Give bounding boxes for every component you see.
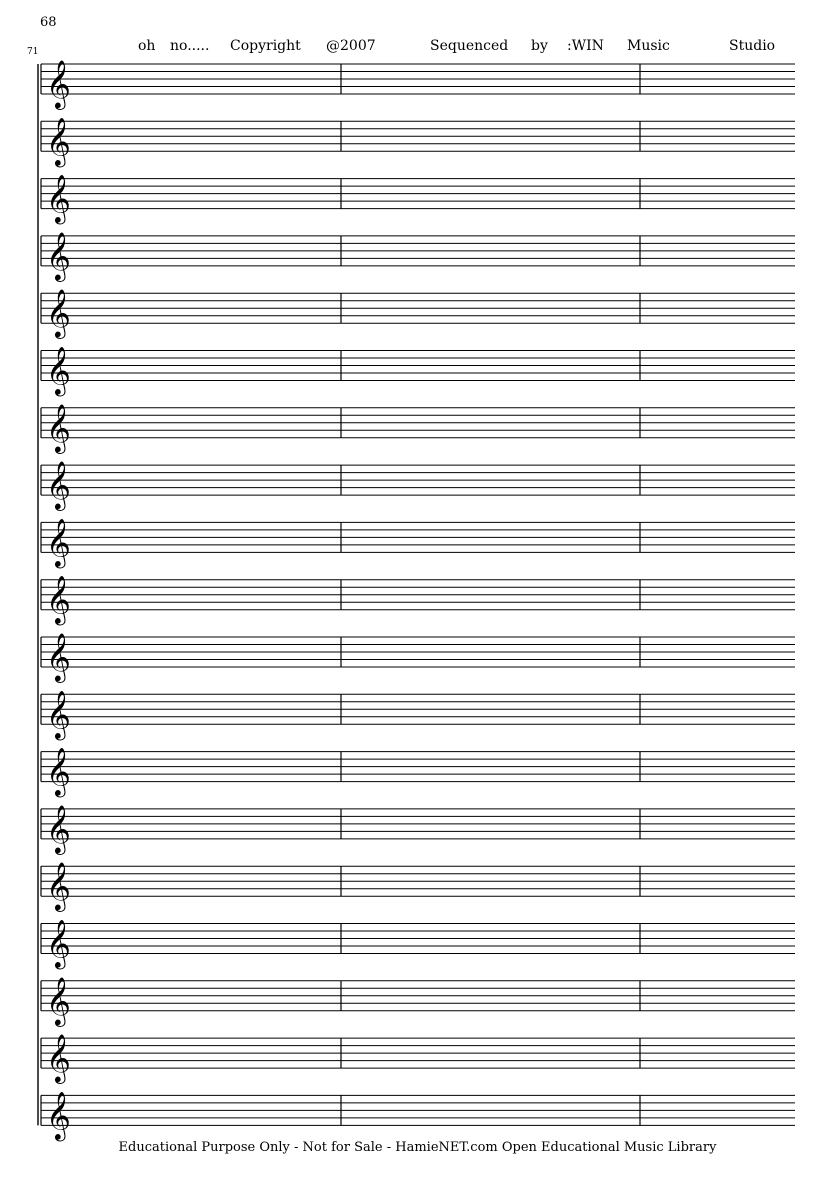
staff — [41, 747, 795, 798]
staff — [41, 919, 795, 970]
lyric-word: Music — [627, 38, 670, 54]
treble-clef-icon: 𝄞 — [46, 861, 71, 911]
treble-clef-icon: 𝄞 — [46, 173, 71, 223]
treble-clef-icon: 𝄞 — [46, 116, 71, 166]
treble-clef-icon: 𝄞 — [46, 230, 71, 280]
treble-clef-icon: 𝄞 — [46, 574, 71, 624]
measure-number: 71 — [27, 47, 39, 57]
staff — [41, 689, 795, 740]
staff — [41, 59, 795, 110]
staff — [41, 861, 795, 912]
treble-clef-icon: 𝄞 — [46, 746, 71, 796]
treble-clef-icon: 𝄞 — [46, 803, 71, 853]
lyric-word: no..... — [170, 38, 210, 54]
staff — [41, 632, 795, 683]
page-number: 68 — [40, 15, 57, 30]
treble-clef-icon: 𝄞 — [46, 517, 71, 567]
staff — [41, 174, 795, 225]
treble-clef-icon: 𝄞 — [46, 1090, 71, 1140]
staff — [41, 804, 795, 855]
staff — [41, 403, 795, 454]
treble-clef-icon: 𝄞 — [46, 345, 71, 395]
staff — [41, 575, 795, 626]
staff — [41, 346, 795, 397]
treble-clef-icon: 𝄞 — [46, 689, 71, 739]
treble-clef-icon: 𝄞 — [46, 59, 71, 108]
staff — [41, 116, 795, 167]
treble-clef-icon: 𝄞 — [46, 918, 71, 968]
lyric-word: oh — [138, 38, 156, 54]
lyric-word: :WIN — [567, 38, 604, 54]
treble-clef-icon: 𝄞 — [46, 402, 71, 452]
treble-clef-icon: 𝄞 — [46, 460, 71, 510]
lyric-word: Sequenced — [430, 38, 509, 54]
treble-clef-icon: 𝄞 — [46, 975, 71, 1025]
lyric-word: by — [531, 38, 548, 54]
staff — [41, 231, 795, 282]
staff — [41, 460, 795, 511]
lyric-word: @2007 — [326, 38, 376, 54]
staff — [41, 288, 795, 339]
staff — [41, 1033, 795, 1084]
treble-clef-icon: 𝄞 — [46, 1033, 71, 1083]
footer-notice: Educational Purpose Only - Not for Sale - HamieNET.com Open Educational Music Library — [118, 1140, 717, 1155]
lyric-word: Copyright — [230, 38, 301, 54]
lyric-word: Studio — [729, 38, 776, 54]
staff — [41, 976, 795, 1027]
treble-clef-icon: 𝄞 — [46, 632, 71, 681]
staff — [41, 517, 795, 568]
treble-clef-icon: 𝄞 — [46, 288, 71, 338]
staff — [41, 1090, 795, 1141]
